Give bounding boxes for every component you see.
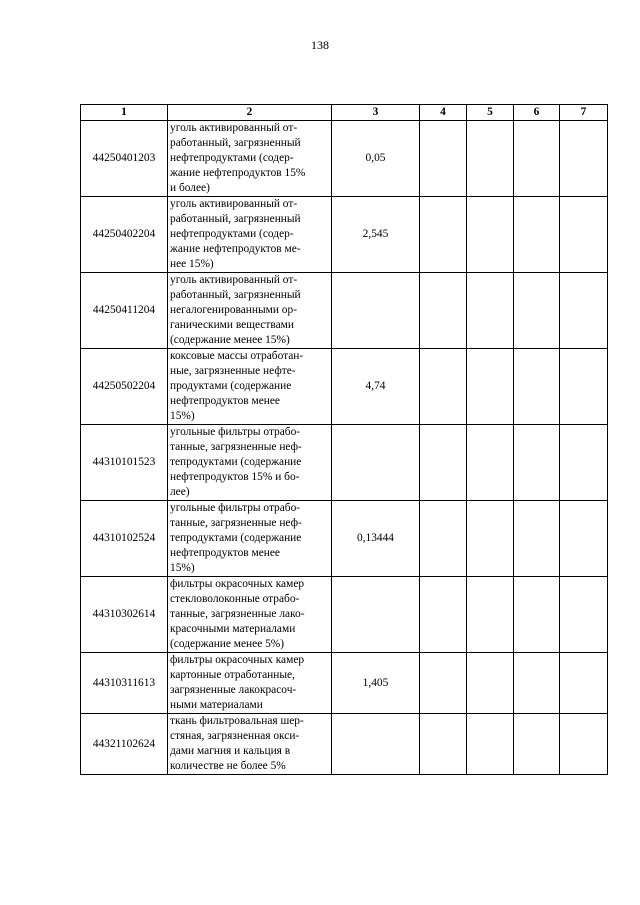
table-row: [81, 501, 608, 577]
waste-name-line: нефтепродуктами (содер-: [170, 152, 294, 164]
empty-cell-col-6: [514, 653, 560, 714]
waste-name-line: нефтепродуктов менее: [170, 395, 280, 407]
page-number: 138: [311, 38, 329, 52]
empty-cell-col-5: [467, 349, 514, 425]
empty-cell-col-5: [467, 501, 514, 577]
waste-name-line: ные, загрязненные нефте-: [170, 365, 296, 377]
empty-cell-col-7: [560, 501, 608, 577]
empty-cell-col-5: [467, 653, 514, 714]
waste-name-line: и более): [170, 182, 210, 194]
empty-cell-col-4: [420, 501, 467, 577]
waste-name-line: угольные фильтры отрабо-: [170, 502, 301, 514]
empty-cell-col-4: [420, 349, 467, 425]
waste-amount-cell: [332, 577, 420, 653]
waste-name-line: негалогенированными ор-: [170, 304, 297, 316]
waste-name-line: работанный, загрязненный: [170, 213, 301, 225]
empty-cell-col-7: [560, 425, 608, 501]
column-header-3: 3: [332, 105, 420, 121]
table-header: [81, 105, 608, 121]
waste-name-line: дами магния и кальция в: [170, 745, 291, 757]
waste-amount-cell: 1,405: [332, 653, 420, 714]
waste-amount-cell: 0,05: [332, 121, 420, 197]
waste-name-cell: [168, 577, 332, 653]
waste-name-line: нефтепродуктов 15% и бо-: [170, 471, 300, 483]
column-header-6: 6: [514, 105, 560, 121]
waste-name-line: нее 15%): [170, 258, 214, 270]
waste-name-line: стекловолоконные отрабо-: [170, 593, 300, 605]
table-row: [81, 425, 608, 501]
empty-cell-col-6: [514, 501, 560, 577]
table-row: [81, 197, 608, 273]
waste-code-cell: 44250401203: [81, 121, 168, 197]
table-row: [81, 349, 608, 425]
waste-name-cell: [168, 501, 332, 577]
waste-name-line: продуктами (содержание: [170, 380, 292, 392]
waste-code-cell: 44310101523: [81, 425, 168, 501]
waste-name-cell: [168, 714, 332, 775]
waste-amount-cell: [332, 714, 420, 775]
empty-cell-col-6: [514, 349, 560, 425]
waste-name-cell: [168, 349, 332, 425]
waste-name-line: нефтепродуктов менее: [170, 547, 280, 559]
empty-cell-col-6: [514, 121, 560, 197]
waste-name-line: уголь активированный от-: [170, 198, 298, 210]
column-header-2: 2: [168, 105, 332, 121]
waste-name-line: уголь активированный от-: [170, 274, 298, 286]
waste-name-line: коксовые массы отработан-: [170, 350, 304, 362]
waste-amount-cell: 4,74: [332, 349, 420, 425]
waste-code-cell: 44321102624: [81, 714, 168, 775]
waste-name-line: ными материалами: [170, 699, 263, 711]
waste-name-line: жание нефтепродуктов 15%: [170, 167, 306, 179]
waste-name-line: фильтры окрасочных камер: [170, 654, 305, 666]
waste-name-cell: [168, 197, 332, 273]
waste-name-line: танные, загрязненные неф-: [170, 517, 302, 529]
waste-code-cell: 44310102524: [81, 501, 168, 577]
waste-amount-cell: 2,545: [332, 197, 420, 273]
waste-name-line: картонные отработанные,: [170, 669, 295, 681]
waste-name-cell: [168, 653, 332, 714]
waste-name-line: танные, загрязненные лако-: [170, 608, 305, 620]
empty-cell-col-6: [514, 714, 560, 775]
waste-name-line: (содержание менее 15%): [170, 334, 290, 346]
waste-name-line: фильтры окрасочных камер: [170, 578, 305, 590]
waste-name-line: 15%): [170, 410, 195, 422]
waste-name-line: 15%): [170, 562, 195, 574]
waste-amount-cell: [332, 273, 420, 349]
empty-cell-col-6: [514, 577, 560, 653]
waste-name-line: загрязненные лакокрасоч-: [170, 684, 297, 696]
table-body: [81, 121, 608, 775]
empty-cell-col-4: [420, 714, 467, 775]
empty-cell-col-4: [420, 577, 467, 653]
waste-name-line: работанный, загрязненный: [170, 289, 301, 301]
empty-cell-col-5: [467, 273, 514, 349]
empty-cell-col-6: [514, 197, 560, 273]
empty-cell-col-5: [467, 425, 514, 501]
waste-name-line: тепродуктами (содержание: [170, 456, 302, 468]
empty-cell-col-4: [420, 425, 467, 501]
waste-name-line: ганическими веществами: [170, 319, 294, 331]
waste-code-cell: 44250502204: [81, 349, 168, 425]
waste-name-line: танные, загрязненные неф-: [170, 441, 302, 453]
empty-cell-col-7: [560, 577, 608, 653]
waste-name-line: работанный, загрязненный: [170, 137, 301, 149]
waste-amount-cell: 0,13444: [332, 501, 420, 577]
waste-amount-cell: [332, 425, 420, 501]
waste-name-line: ткань фильтровальная шер-: [170, 715, 304, 727]
waste-name-line: стяная, загрязненная окси-: [170, 730, 300, 742]
empty-cell-col-6: [514, 273, 560, 349]
waste-code-cell: 44310302614: [81, 577, 168, 653]
empty-cell-col-7: [560, 273, 608, 349]
waste-name-line: уголь активированный от-: [170, 122, 298, 134]
waste-name-line: красочными материалами: [170, 623, 296, 635]
waste-name-cell: [168, 273, 332, 349]
column-header-7: 7: [560, 105, 608, 121]
empty-cell-col-7: [560, 121, 608, 197]
empty-cell-col-7: [560, 714, 608, 775]
waste-name-line: нефтепродуктами (содер-: [170, 228, 294, 240]
waste-name-line: (содержание менее 5%): [170, 638, 285, 650]
empty-cell-col-5: [467, 577, 514, 653]
column-header-1: 1: [81, 105, 168, 121]
empty-cell-col-4: [420, 121, 467, 197]
table-row: [81, 273, 608, 349]
waste-name-line: жание нефтепродуктов ме-: [170, 243, 301, 255]
waste-code-cell: 44310311613: [81, 653, 168, 714]
table-row: [81, 653, 608, 714]
empty-cell-col-7: [560, 349, 608, 425]
empty-cell-col-4: [420, 197, 467, 273]
table-row: [81, 714, 608, 775]
empty-cell-col-6: [514, 425, 560, 501]
empty-cell-col-4: [420, 653, 467, 714]
waste-name-line: лее): [170, 486, 190, 498]
waste-name-line: угольные фильтры отрабо-: [170, 426, 301, 438]
table-row: [81, 121, 608, 197]
waste-name-cell: [168, 121, 332, 197]
waste-name-line: тепродуктами (содержание: [170, 532, 302, 544]
column-header-5: 5: [467, 105, 514, 121]
empty-cell-col-7: [560, 653, 608, 714]
empty-cell-col-4: [420, 273, 467, 349]
table-row: [81, 577, 608, 653]
waste-table: [80, 104, 608, 775]
empty-cell-col-7: [560, 197, 608, 273]
waste-code-cell: 44250411204: [81, 273, 168, 349]
waste-name-line: количестве не более 5%: [170, 760, 286, 772]
waste-name-cell: [168, 425, 332, 501]
empty-cell-col-5: [467, 197, 514, 273]
empty-cell-col-5: [467, 714, 514, 775]
column-header-4: 4: [420, 105, 467, 121]
empty-cell-col-5: [467, 121, 514, 197]
header-row: [81, 105, 608, 121]
waste-code-cell: 44250402204: [81, 197, 168, 273]
